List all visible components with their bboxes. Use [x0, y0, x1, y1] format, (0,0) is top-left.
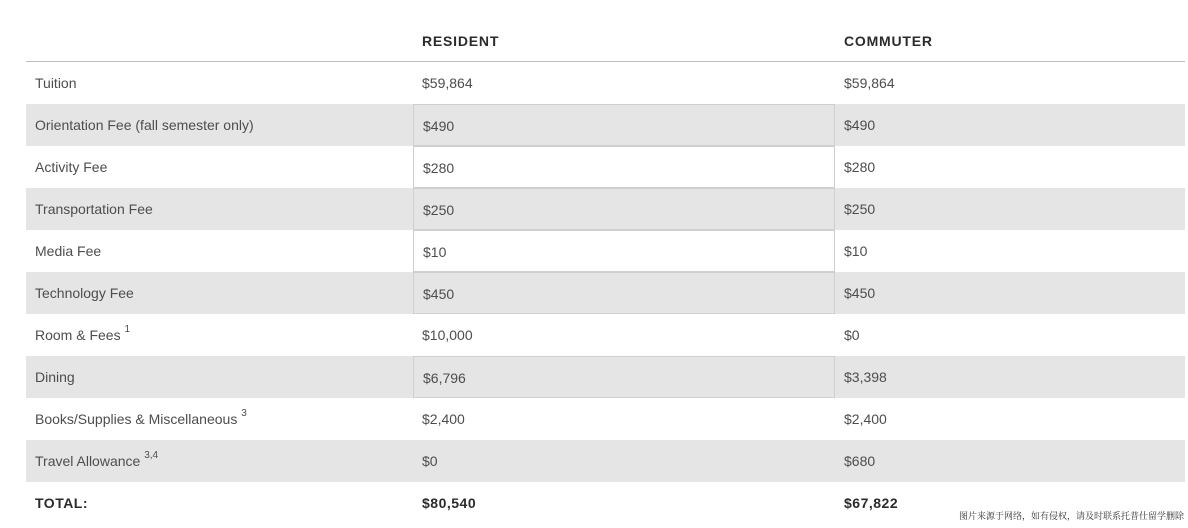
row-label: Activity Fee — [35, 159, 108, 175]
table-row — [26, 146, 1185, 188]
table-row — [26, 272, 1185, 314]
row-label: Media Fee — [35, 243, 102, 259]
table-row — [26, 356, 1185, 398]
total-commuter: $67,822 — [844, 495, 899, 511]
resident-value: $450 — [413, 272, 835, 314]
resident-value: $59,864 — [422, 75, 473, 91]
commuter-value: $0 — [844, 327, 860, 343]
row-label: Room & Fees $^1$ — [35, 324, 131, 343]
cost-table — [26, 18, 1185, 524]
table-row — [26, 188, 1185, 230]
resident-value: $490 — [413, 104, 835, 146]
row-label: Orientation Fee (fall semester only) — [35, 117, 254, 133]
row-label: Tuition — [35, 75, 77, 91]
row-label: Travel Allowance $^{3,4}$ — [35, 450, 159, 469]
table-header — [26, 18, 1185, 62]
table-row — [26, 440, 1185, 482]
resident-value: $10 — [413, 230, 835, 272]
commuter-value: $490 — [844, 117, 876, 133]
commuter-value: $450 — [844, 285, 876, 301]
total-label: TOTAL: — [35, 495, 89, 511]
resident-value: $280 — [413, 146, 835, 188]
table-row — [26, 104, 1185, 146]
header-commuter: COMMUTER — [844, 33, 933, 49]
commuter-value: $10 — [844, 243, 868, 259]
row-label: Books/Supplies & Miscellaneous $^3$ — [35, 408, 247, 427]
table-row — [26, 314, 1185, 356]
row-label: Technology Fee — [35, 285, 134, 301]
commuter-value: $280 — [844, 159, 876, 175]
commuter-value: $3,398 — [844, 369, 887, 385]
commuter-value: $2,400 — [844, 411, 887, 427]
table-row — [26, 230, 1185, 272]
commuter-value: $680 — [844, 453, 876, 469]
resident-value: $6,796 — [413, 356, 835, 398]
total-resident: $80,540 — [422, 495, 477, 511]
row-label: Transportation Fee — [35, 201, 153, 217]
resident-value: $0 — [422, 453, 438, 469]
table-row — [26, 398, 1185, 440]
row-label: Dining — [35, 369, 75, 385]
header-resident: RESIDENT — [422, 33, 500, 49]
resident-value: $250 — [413, 188, 835, 230]
commuter-value: $59,864 — [844, 75, 895, 91]
resident-value: $2,400 — [422, 411, 465, 427]
table-row — [26, 62, 1185, 104]
watermark-text: 图片来源于网络，如有侵权，请及时联系托普仕留学删除 — [958, 512, 1184, 522]
commuter-value: $250 — [844, 201, 876, 217]
resident-value: $10,000 — [422, 327, 473, 343]
